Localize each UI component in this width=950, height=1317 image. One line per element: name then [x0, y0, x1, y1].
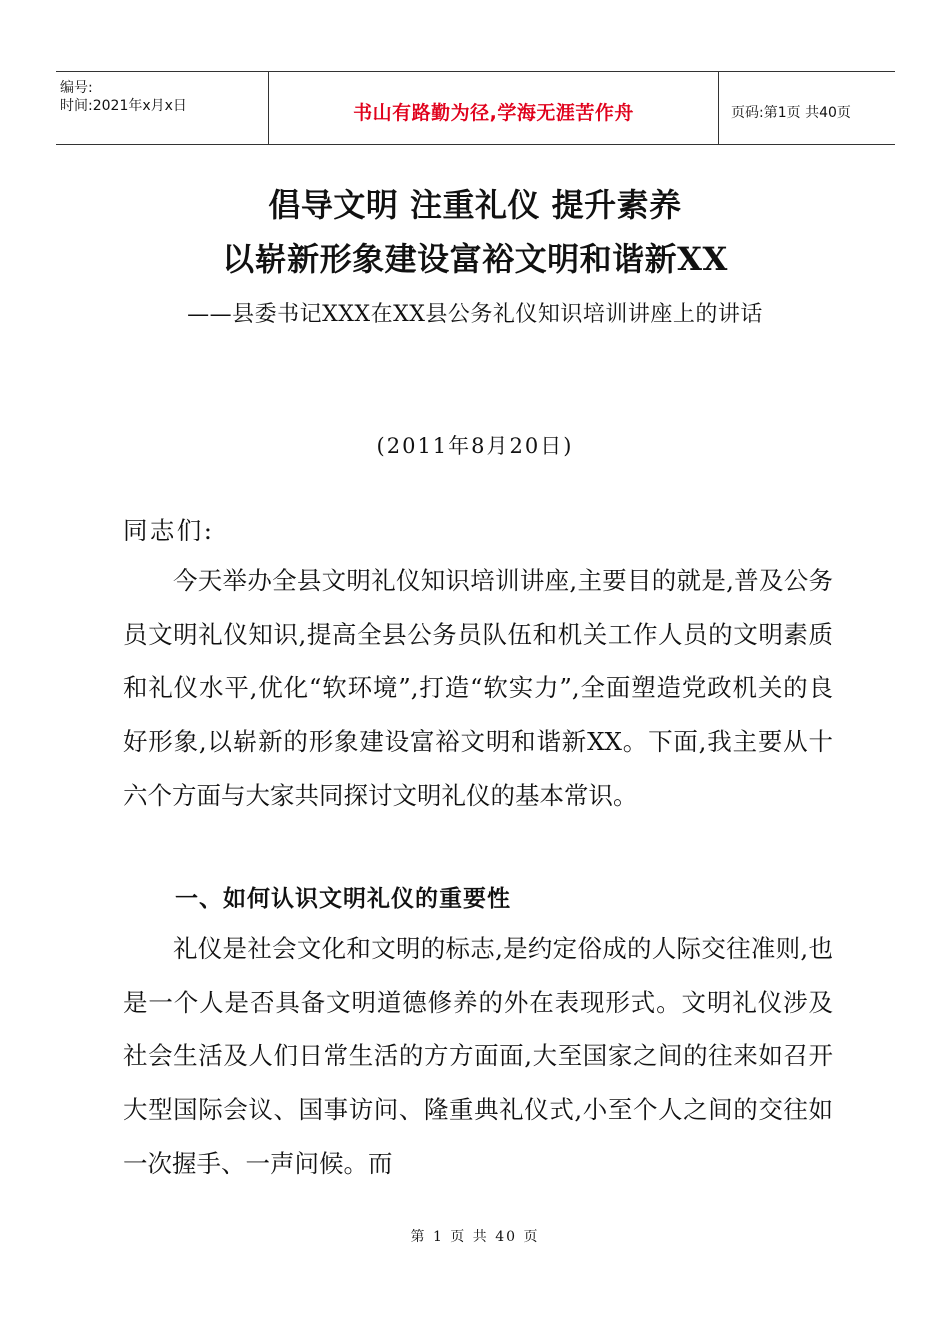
salutation: 同志们:: [123, 516, 215, 545]
document-title-line2: 以崭新形象建设富裕文明和谐新XX: [222, 240, 728, 278]
document-title-line1: 倡导文明 注重礼仪 提升素养: [268, 186, 682, 224]
document-number-label: 编号:: [60, 80, 93, 96]
section-heading-1: 一、如何认识文明礼仪的重要性: [175, 886, 511, 912]
document-time-label: 时间:2021年x月x日: [60, 98, 187, 114]
speech-date: (2011年8月20日): [376, 434, 574, 458]
header-page-cell: [717, 72, 895, 144]
page-footer: 第 1 页 共 40 页: [410, 1229, 540, 1245]
paragraph-section1: 礼仪是社会文化和文明的标志,是约定俗成的人际交往准则,也是一个人是否具备文明道德修养的外在表现形式。文明礼仪涉及社会生活及人们日常生活的方方面面,大至国家之间的往来如召开大型国际会议、国事访问、隆重典礼仪式,小至个人之间的交往如一次握手、一声问候。而: [123, 934, 833, 1178]
document-subtitle: ——县委书记XXX在XX县公务礼仪知识培训讲座上的讲话: [187, 302, 763, 327]
header-motto-cell: [268, 72, 719, 144]
header-page-info: 页码:第1页 共40页: [731, 105, 851, 121]
header-meta-cell: [56, 72, 268, 144]
paragraph-intro: 今天举办全县文明礼仪知识培训讲座,主要目的就是,普及公务员文明礼仪知识,提高全县公务员队伍和机关工作人员的文明素质和礼仪水平,优化“软环境”,打造“软实力”,全面塑造党政机关的良好形象,以崭新的形象建设富裕文明和谐新XX。下面,我主要从十六个方面与大家共同探讨文明礼仪的基本常识。: [123, 566, 833, 810]
header-motto: 书山有路勤为径,学海无涯苦作舟: [353, 102, 634, 124]
page-header-table: [56, 71, 895, 145]
